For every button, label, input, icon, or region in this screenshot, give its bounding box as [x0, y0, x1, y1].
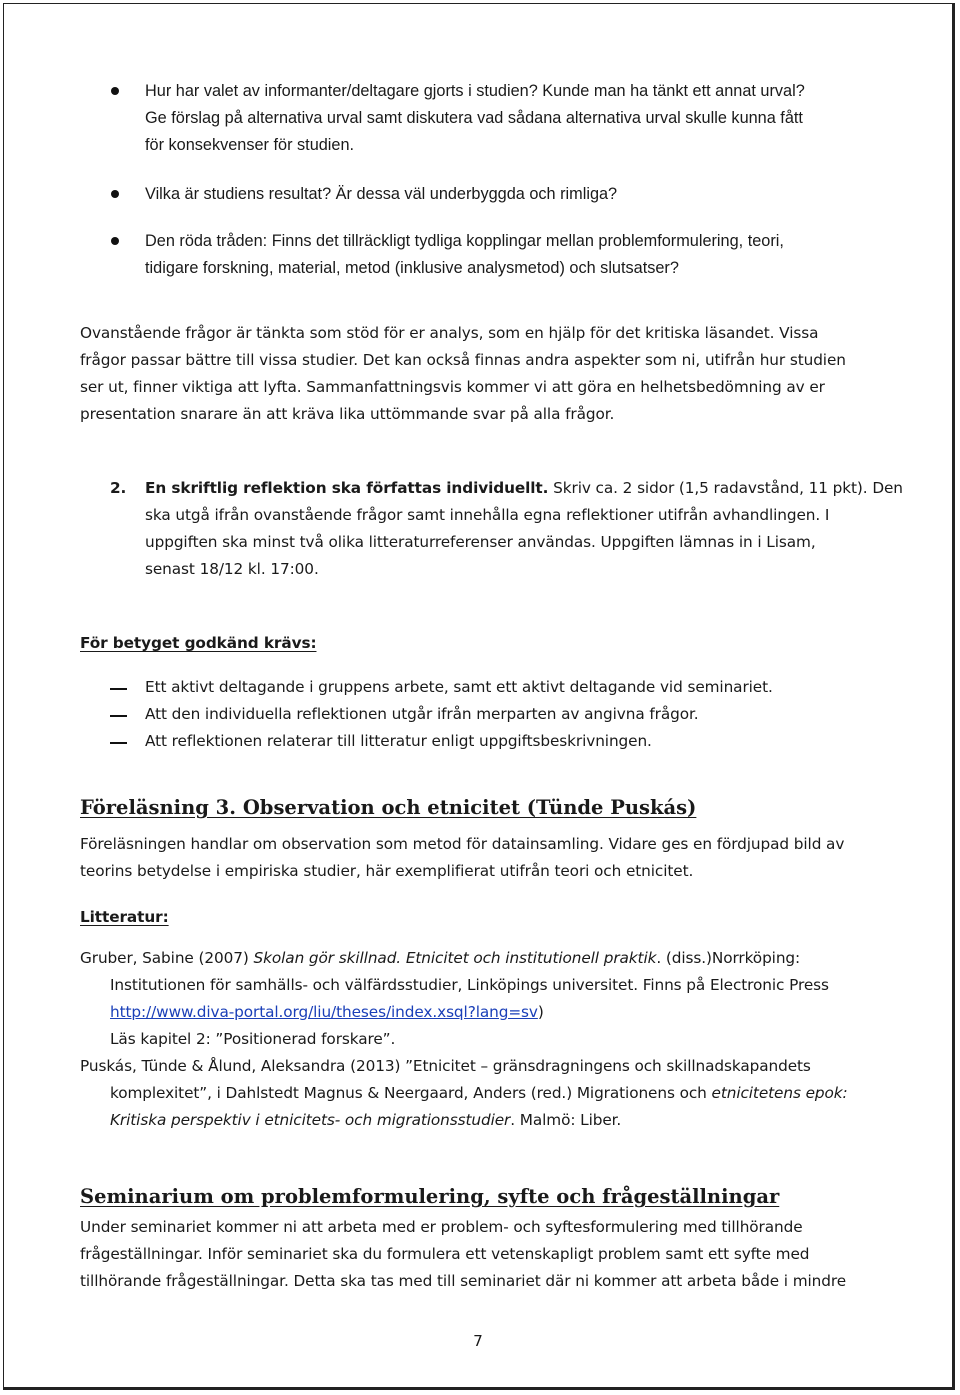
reference-line: Puskás, Tünde & Ålund, Aleksandra (2013) ”Etnicitet – gränsdragningens och skillnadskapandets: [80, 1057, 811, 1075]
paragraph-line: presentation snarare än att kräva lika uttömmande svar på alla frågor.: [80, 405, 615, 423]
list-item: Hur har valet av informanter/deltagare gjorts i studien? Kunde man ha tänkt ett annat urval?: [145, 82, 805, 100]
list-item-cont: Ge förslag på alternativa urval samt diskutera vad sådana alternativa urval skulle kunna fått: [145, 109, 803, 127]
bullet-icon: [111, 87, 119, 95]
paragraph-line: ser ut, finner viktiga att lyfta. Sammanfattningsvis kommer vi att göra en helhetsbedömning av er: [80, 378, 825, 396]
paragraph-line: Ovanstående frågor är tänkta som stöd för er analys, som en hjälp för det kritiska läsandet. Vissa: [80, 324, 819, 342]
grading-heading: För betyget godkänd krävs:: [80, 634, 317, 652]
lecture-line: Föreläsningen handlar om observation som metod för datainsamling. Vidare ges en fördjupad bild av: [80, 835, 845, 853]
task-line: senast 18/12 kl. 17:00.: [145, 560, 319, 578]
reference-line: Kritiska perspektiv i etnicitets- och migrationsstudier. Malmö: Liber.: [110, 1111, 622, 1129]
literature-heading: Litteratur:: [80, 908, 169, 926]
diva-portal-link[interactable]: http://www.diva-portal.org/liu/theses/index.xsql?lang=sv: [110, 1003, 538, 1021]
seminar-line: Under seminariet kommer ni att arbeta med er problem- och syftesformulering med tillhörande: [80, 1218, 803, 1236]
bullet-icon: [111, 237, 119, 245]
paragraph-line: frågor passar bättre till vissa studier. Det kan också finnas andra aspekter som ni, utifrån hur studien: [80, 351, 846, 369]
seminar-heading: Seminarium om problemformulering, syfte och frågeställningar: [80, 1185, 780, 1208]
dash-icon: [110, 742, 127, 744]
reference-line: Institutionen för samhälls- och välfärdsstudier, Linköpings universitet. Finns på Electronic Press: [110, 976, 829, 994]
task-number: 2.: [110, 479, 127, 497]
list-item: Vilka är studiens resultat? Är dessa väl underbyggda och rimliga?: [145, 185, 618, 203]
task-bold: En skriftlig reflektion ska författas individuellt.: [145, 479, 549, 497]
reference-line: komplexitet”, i Dahlstedt Magnus & Neergaard, Anders (red.) Migrationens och etnicitetens epok:: [110, 1084, 848, 1102]
reference-line: Läs kapitel 2: ”Positionerad forskare”.: [110, 1030, 396, 1048]
seminar-line: frågeställningar. Inför seminariet ska du formulera ett vetenskapligt problem samt ett syfte med: [80, 1245, 810, 1263]
grading-item: Att reflektionen relaterar till litteratur enligt uppgiftsbeskrivningen.: [145, 732, 652, 750]
list-item: Den röda tråden: Finns det tillräckligt tydliga kopplingar mellan problemformulering, teori,: [145, 232, 784, 250]
list-item-cont: tidigare forskning, material, metod (inklusive analysmetod) och slutsatser?: [145, 259, 679, 277]
dash-icon: [110, 688, 127, 690]
task-line: uppgiften ska minst två olika litteraturreferenser användas. Uppgiften lämnas in i Lisam,: [145, 533, 816, 551]
reference-line: http://www.diva-portal.org/liu/theses/index.xsql?lang=sv): [110, 1003, 544, 1021]
task-line: En skriftlig reflektion ska författas individuellt. Skriv ca. 2 sidor (1,5 radavstånd, 11 pkt). Den: [145, 479, 903, 497]
seminar-line: tillhörande frågeställningar. Detta ska tas med till seminariet där ni kommer att arbeta både i mindre: [80, 1272, 847, 1290]
lecture-line: teorins betydelse i empiriska studier, här exemplifierat utifrån teori och etnicitet.: [80, 862, 694, 880]
dash-icon: [110, 715, 127, 717]
grading-item: Att den individuella reflektionen utgår ifrån merparten av angivna frågor.: [145, 705, 699, 723]
bullet-icon: [111, 190, 119, 198]
lecture-heading: Föreläsning 3. Observation och etnicitet (Tünde Puskás): [80, 796, 697, 819]
task-line: ska utgå ifrån ovanstående frågor samt innehålla egna reflektioner utifrån avhandlingen. I: [145, 506, 830, 524]
grading-item: Ett aktivt deltagande i gruppens arbete, samt ett aktivt deltagande vid seminariet.: [145, 678, 773, 696]
page-number: 7: [473, 1332, 483, 1350]
list-item-cont: för konsekvenser för studien.: [145, 136, 355, 154]
reference-line: Gruber, Sabine (2007) Skolan gör skillnad. Etnicitet och institutionell praktik. (diss.)Norrköping:: [80, 949, 801, 967]
